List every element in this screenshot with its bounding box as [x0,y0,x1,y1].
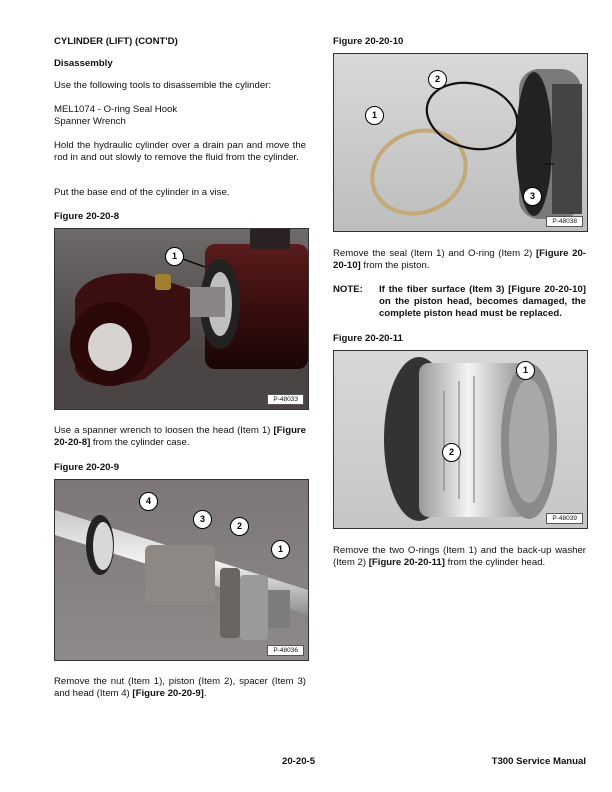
figure-20-20-10-photo [333,53,588,232]
paragraph-tools-intro: Use the following tools to disassemble the cylinder: [54,80,272,91]
note-label: NOTE: [333,284,363,295]
photo-number: P-48036 [267,645,304,656]
callout-2: 2 [428,70,447,89]
paragraph-vise: Put the base end of the cylinder in a vise. [54,187,230,198]
paragraph-remove-orings: Remove the two O-rings (Item 1) and the back-up washer (Item 2) [Figure 20-20-11] from the cylinder head. [333,545,586,568]
tool-item-2: Spanner Wrench [54,116,126,127]
paragraph-spanner: Use a spanner wrench to loosen the head (Item 1) [Figure 20-20-8] from the cylinder case. [54,425,306,448]
photo-number: P-48033 [267,394,304,405]
page-number: 20-20-5 [282,756,316,767]
piston-seals-illustration [334,54,587,231]
figure-title-9: Figure 20-20-9 [54,462,120,473]
cylinder-head-illustration [334,351,587,528]
callout-1: 1 [165,247,184,266]
rod-assembly-illustration [55,480,308,660]
photo-number: P-48038 [546,216,583,227]
paragraph-remove-nut: Remove the nut (Item 1), piston (Item 2), spacer (Item 3) and head (Item 4) [Figure 20-20-9]. [54,676,306,699]
subheading-disassembly: Disassembly [54,58,113,69]
note-text: If the fiber surface (Item 3) [Figure 20-20-10] on the piston head, becomes damaged, the complete piston head must be replaced. [379,284,586,319]
section-heading: CYLINDER (LIFT) (CONT'D) [54,36,178,47]
paragraph-drain: Hold the hydraulic cylinder over a drain pan and move the rod in and out slowly to remove the fluid from the cylinder. [54,140,306,163]
figure-20-20-8-photo [54,228,309,410]
photo-number: P-48039 [546,513,583,524]
tool-item-1: MEL1074 - O-ring Seal Hook [54,104,178,115]
paragraph-remove-seal: Remove the seal (Item 1) and O-ring (Item 2) [Figure 20-20-10] from the piston. [333,248,586,271]
figure-title-10: Figure 20-20-10 [333,36,404,47]
manual-title: T300 Service Manual [491,756,586,767]
figure-title-8: Figure 20-20-8 [54,211,120,222]
callout-2: 2 [230,517,249,536]
callout-3: 3 [193,510,212,529]
figure-20-20-9-photo [54,479,309,661]
callout-1: 1 [271,540,290,559]
callout-3: 3 [523,187,542,206]
figure-title-11: Figure 20-20-11 [333,333,403,344]
callout-2: 2 [442,443,461,462]
callout-1: 1 [516,361,535,380]
figure-20-20-11-photo [333,350,588,529]
callout-4: 4 [139,492,158,511]
note-block [333,284,586,320]
callout-1: 1 [365,106,384,125]
